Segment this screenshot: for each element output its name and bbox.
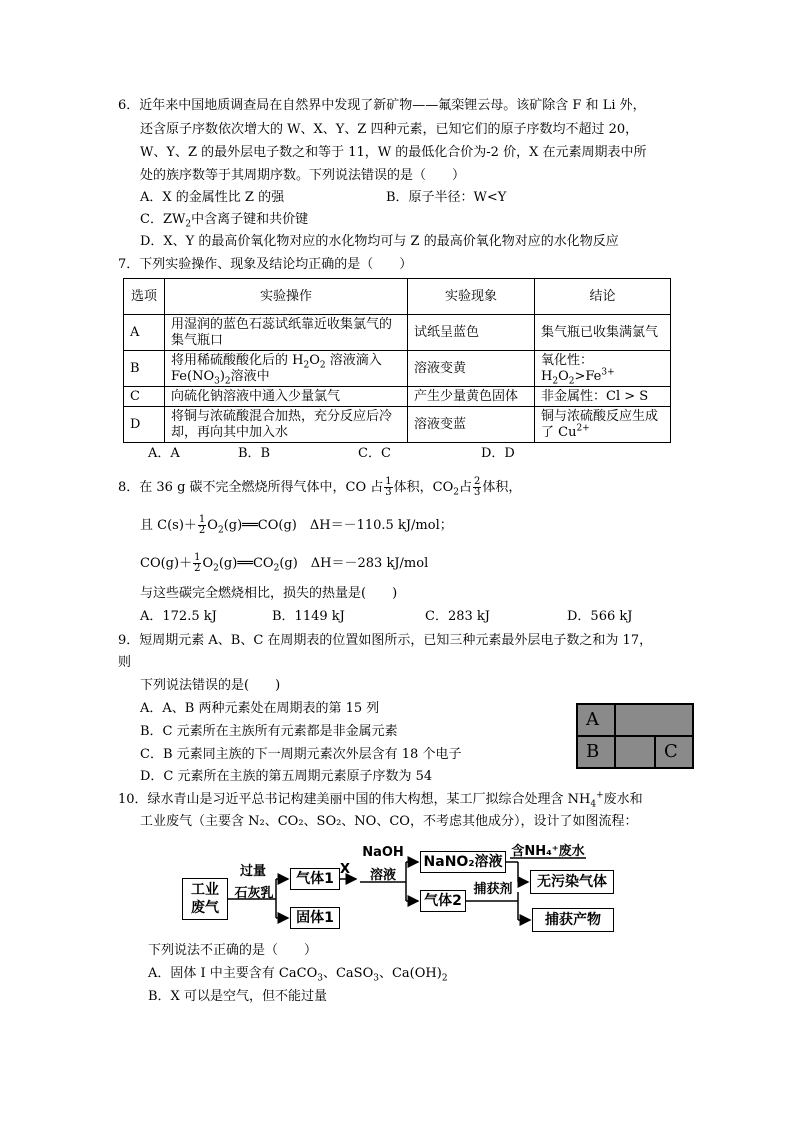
row-a-operation: 用湿润的蓝色石蕊试纸靠近收集氯气的集气瓶口 [165,315,408,351]
fraction-half: $\frac{1}{2}$ [198,514,206,536]
q8-option-a: A．172.5 kJ [140,609,217,624]
header-operation: 实验操作 [165,279,408,315]
q8-stem: 8．在 36 g 碳不完全燃烧所得气体中，CO 占 $\frac{1}{3}$ 体积，$CO_2$占 $\frac{2}{3}$ 体积， [118,476,522,498]
lime-label-top: 过量 [239,864,266,879]
row-a-option: A [124,315,165,351]
q8-option-b: B．1149 kJ [272,609,345,624]
periodic-cell-c: C [655,736,693,768]
waste-gas-box: 工业 废气 [182,878,228,920]
row-a-phenomenon: 试纸呈蓝色 [408,315,535,351]
nh4-wastewater-label: 含NH₄⁺废水 [511,844,585,859]
q7-answer-a: A．A [148,446,180,461]
row-b-conclusion: 氧化性：$H_2O_2>Fe^{3+}$ [535,351,671,387]
product-box: 捕获产物 [532,908,614,932]
header-option: 选项 [124,279,165,315]
row-b-operation: 将用稀硫酸酸化后的 $H_2O_2$ 溶液滴入 $Fe(NO_3)_2$溶液中 [165,351,408,387]
q10-line2: 工业废气（主要含 N₂、CO₂、SO₂、NO、CO，不考虑其他成分），设计了如图流程： [140,814,638,829]
header-conclusion: 结论 [535,279,671,315]
naoh-label-top: NaOH [362,845,404,860]
q9-line3: 下列说法错误的是( ) [140,678,281,693]
q6-option-a: A．X 的金属性比 Z 的强 [140,190,285,205]
q8-option-d: D．566 kJ [567,609,633,624]
q8-equation-1: 且 C(s)＋ $\frac{1}{2}$ $O_2(g)══CO(g)$ ΔH＝－110.5 kJ/mol； [140,514,453,536]
q7-answer-c: C．C [358,446,391,461]
q9-line2: 则 [118,655,132,670]
q10-line1: 10．绿水青山是习近平总书记构建美丽中国的伟大构想，某工厂拟综合处理含 $NH_4^+$废水和 [118,790,643,810]
fraction-half: $\frac{1}{2}$ [194,552,201,574]
q9-option-a: A．A、B 两种元素处在周期表的第 15 列 [140,701,380,716]
periodic-cell-b: B [577,736,615,768]
nano2-box: NaNO₂溶液 [420,851,506,873]
q6-option-c: C．$ZW_2$中含离子键和共价键 [140,212,309,230]
solid1-box: 固体1 [290,907,340,929]
table-row [124,407,671,443]
q7-answer-b: B．B [238,446,271,461]
q6-line3: W、Y、Z 的最外层电子数之和等于 11，W 的最低化合价为-2 价，X 在元素周期表中所 [140,145,647,160]
row-c-conclusion: 非金属性：Cl > S [535,387,671,407]
q7-stem: 7．下列实验操作、现象及结论均正确的是（ ） [118,257,413,272]
row-c-phenomenon: 产生少量黄色固体 [408,387,535,407]
row-d-phenomenon: 溶液变蓝 [408,407,535,443]
q8-option-c: C．283 kJ [425,609,490,624]
naoh-label-bottom: 溶液 [369,868,396,883]
q6-line2: 还含原子序数依次增大的 W、X、Y、Z 四种元素，已知它们的原子序数均不超过 20， [140,122,639,137]
table-row [124,351,671,387]
q6-line4: 处的族序数等于其周期序数。下列说法错误的是（ ） [140,168,466,183]
gas2-box: 气体2 [420,890,466,912]
q8-ask: 与这些碳完全燃烧相比，损失的热量是( ) [140,586,398,601]
q6-line1: 6．近年来中国地质调查局在自然界中发现了新矿物——氟栾锂云母。该矿除含 F 和 Li 外， [118,98,646,113]
q9-option-b: B．C 元素所在主族所有元素都是非金属元素 [140,724,398,739]
catcher-label: 捕获剂 [473,882,513,897]
row-a-conclusion: 集气瓶已收集满氯气 [535,315,671,351]
table-header-row [124,279,671,315]
q10-ask: 下列说法不正确的是（ ） [148,943,318,958]
periodic-cell-empty [615,704,693,736]
table-row [124,387,671,407]
row-d-conclusion: 铜与浓硫酸反应生成了 $Cu^{2+}$ [535,407,671,443]
row-b-option: B [124,351,165,387]
gas1-box: 气体1 [290,868,340,890]
periodic-table-fragment [576,703,694,769]
clean-gas-box: 无污染气体 [530,870,614,894]
row-c-option: C [124,387,165,407]
table-row [124,315,671,351]
fraction-one-third: $\frac{1}{3}$ [385,476,392,498]
q10-option-b: B．X 可以是空气，但不能过量 [148,989,327,1004]
q6-option-d: D．X、Y 的最高价氧化物对应的水化物均可与 Z 的最高价氧化物对应的水化物反应 [140,234,619,249]
q9-option-d: D．C 元素所在主族的第五周期元素原子序数为 54 [140,769,433,784]
q8-equation-2: CO(g)＋ $\frac{1}{2}$ $O_2(g)══CO_2(g)$ ΔH＝－283 kJ/mol [140,552,429,574]
q10-option-a: A．固体 I 中主要含有 CaCO$_3$、CaSO$_3$、$Ca(OH)_2$ [148,966,448,984]
experiment-table [123,278,671,443]
row-b-phenomenon: 溶液变黄 [408,351,535,387]
fraction-two-thirds: $\frac{2}{3}$ [474,476,481,498]
row-d-operation: 将铜与浓硫酸混合加热，充分反应后冷却，再向其中加入水 [165,407,408,443]
q6-option-b: B．原子半径：W<Y [386,190,507,205]
periodic-cell-empty [615,736,655,768]
periodic-cell-a: A [577,704,615,736]
q9-option-c: C．B 元素同主族的下一周期元素次外层含有 18 个电子 [140,747,462,762]
q7-answer-d: D．D [481,446,515,461]
q9-line1: 9．短周期元素 A、B、C 在周期表的位置如图所示，已知三种元素最外层电子数之和为 17， [118,633,653,648]
header-phenomenon: 实验现象 [408,279,535,315]
lime-label-bottom: 石灰乳 [234,886,274,901]
row-d-option: D [124,407,165,443]
row-c-operation: 向硫化钠溶液中通入少量氯气 [165,387,408,407]
x-label: X [339,862,351,877]
